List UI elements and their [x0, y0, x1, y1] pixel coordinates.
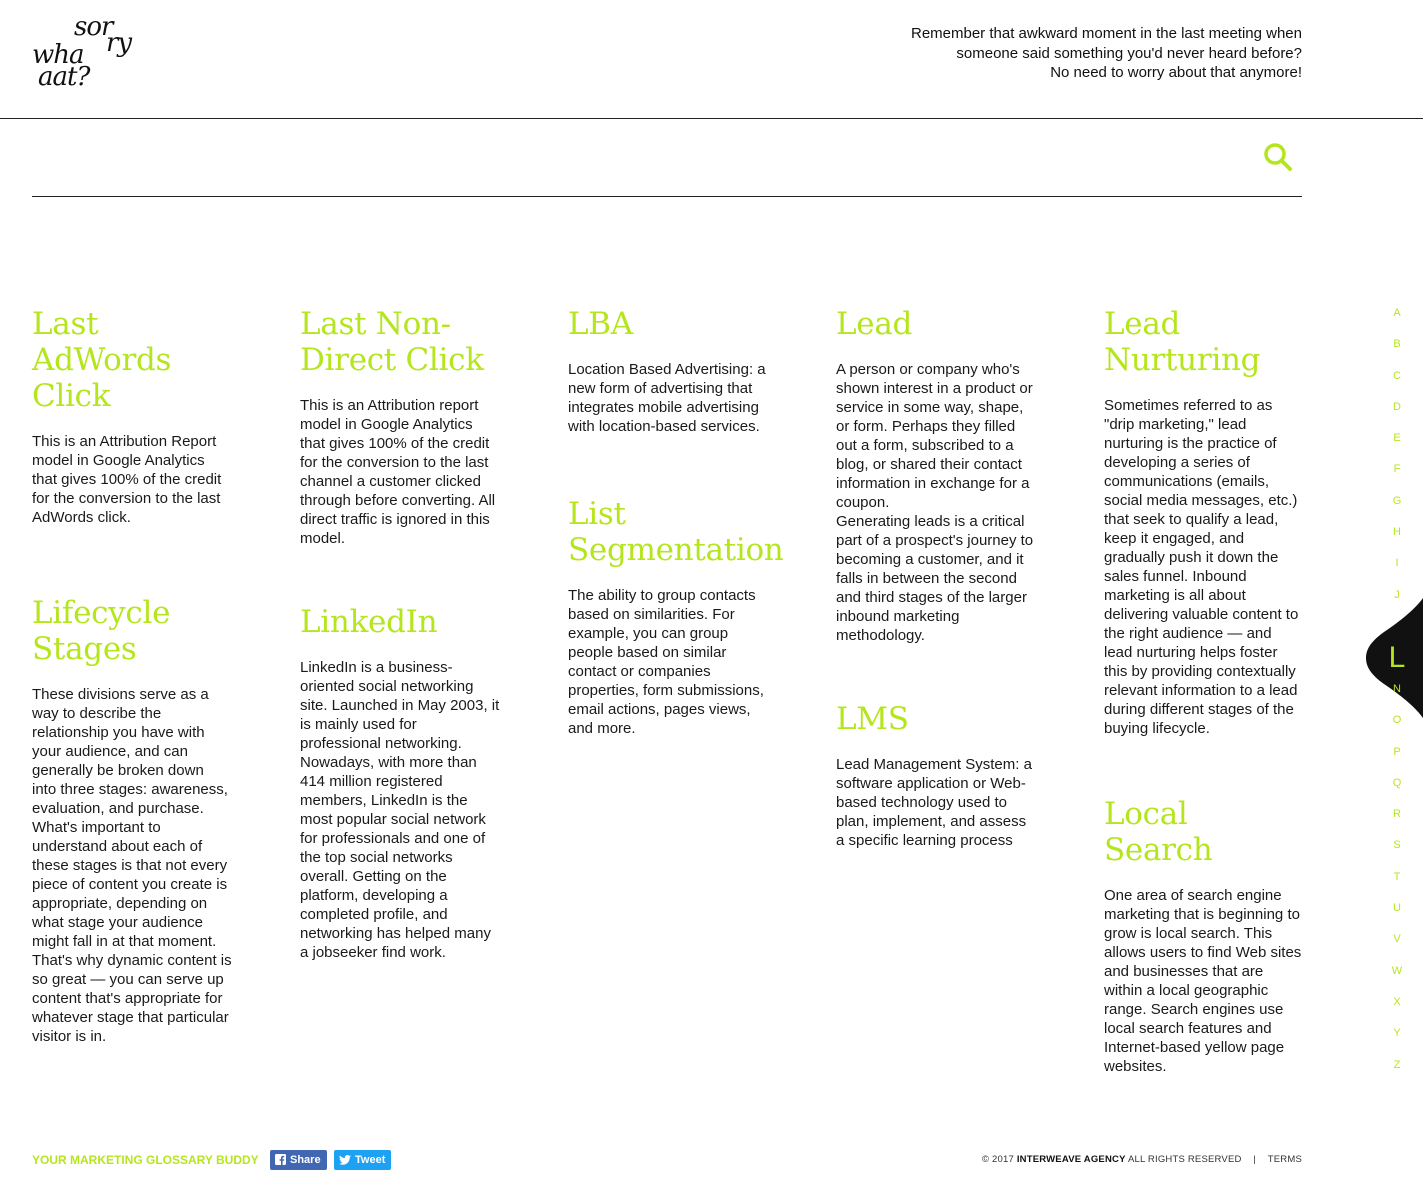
term-title: LinkedIn [300, 604, 438, 640]
term-definition: This is an Attribution Report model in Google Analytics that gives 100% of the credit for the conversion to the last AdWords click. [32, 433, 222, 526]
alpha-link[interactable]: G [1392, 494, 1402, 507]
logo-text-ry: ry [106, 28, 132, 58]
alpha-link[interactable]: Z [1393, 1058, 1401, 1071]
alpha-link[interactable]: B [1393, 338, 1401, 351]
term-definition: Sometimes referred to as "drip marketing," lead nurturing is the practice of developing a series of communications (emails, social media messages, etc.) that seek to qualify a lead, keep it engaged, and gradually push it down the sales funnel. Inbound marketing is all about delivering valuable content to the right audience — and lead nurturing helps foster this by providing contextually relevant information to a lead during different stages of the buying lifecycle. [1104, 397, 1299, 737]
twitter-bird-icon [339, 1155, 351, 1165]
glossary-term [836, 701, 1036, 850]
agency-link[interactable]: INTERWEAVE AGENCY [1016, 1154, 1126, 1165]
alpha-link[interactable]: U [1393, 902, 1401, 915]
logo-text-sor: sor [74, 12, 113, 42]
glossary-term [1104, 306, 1304, 738]
twitter-tweet-button[interactable] [334, 1150, 391, 1170]
glossary-column-3 [568, 306, 784, 778]
alpha-link[interactable]: S [1393, 839, 1401, 852]
glossary-term [568, 496, 784, 738]
term-title: Last Non-Direct Click [300, 306, 484, 378]
term-title: Lead [836, 306, 913, 342]
footer-legal [982, 1154, 1302, 1165]
term-definition: The ability to group contacts based on similarities. For example, you can group people based on similar contact or companies properties, form submissions, email actions, pages views, and more. [568, 587, 764, 737]
term-definition: Location Based Advertising: a new form of advertising that integrates mobile advertising with location-based services. [568, 361, 766, 435]
glossary-column-5 [1104, 306, 1304, 1116]
term-definition: LinkedIn is a business-oriented social networking site. Launched in May 2003, it is mainly used for professional networking. Nowadays, with more than 414 million registered members, LinkedIn is the most popular social network for professionals and one of the top social networks overall. Getting on the platform, developing a completed profile, and networking has helped many a jobseeker find work. [300, 659, 500, 961]
alphabet-nav [1385, 303, 1409, 1086]
term-definition: These divisions serve as a way to describe the relationship you have with your audience, and can generally be broken down into three stages: awareness, evaluation, and purchase. What's important to understand about each of these stages is that not every piece of content you create is appropriate, depending on what stage your audience might fall in at that moment. That's why dynamic content is so great — you can serve up content that's appropriate for whatever stage that particular visitor is in. [32, 686, 232, 1045]
alpha-link-active[interactable]: L [1388, 641, 1406, 674]
alpha-link[interactable]: H [1393, 526, 1401, 539]
search-bar [32, 126, 1302, 197]
glossary-term [1104, 796, 1304, 1076]
term-title: Lifecycle Stages [32, 595, 171, 667]
alpha-link[interactable]: Y [1393, 1027, 1401, 1040]
term-title: Local Search [1104, 796, 1213, 868]
terms-link[interactable]: TERMS [1267, 1154, 1302, 1165]
rights-text: ALL RIGHTS RESERVED [1127, 1154, 1242, 1165]
share-label: Share [290, 1154, 321, 1166]
glossary-term [300, 306, 500, 548]
term-definition: A person or company who's shown interest in a product or service in some way, shape, or form. Perhaps they filled out a form, subscribed to a blog, or shared their contact information in exchange for a coupon. Generating leads is a critical part of a prospect's journey to becoming a customer, and it falls in between the second and third stages of the larger inbound marketing methodology. [836, 361, 1034, 644]
alpha-link[interactable]: V [1393, 933, 1401, 946]
header-tagline [842, 24, 1302, 83]
glossary-column-1 [32, 306, 232, 1086]
facebook-icon [275, 1154, 286, 1165]
search-input[interactable] [32, 126, 1236, 188]
facebook-share-button[interactable] [270, 1150, 327, 1170]
alpha-link[interactable]: R [1393, 808, 1401, 821]
glossary-term [300, 604, 500, 962]
glossary-term [32, 306, 232, 527]
logo-text-aat: aat? [38, 62, 90, 92]
alpha-link[interactable]: A [1393, 307, 1401, 319]
alpha-link[interactable]: Q [1392, 776, 1402, 789]
alpha-link[interactable]: X [1393, 995, 1401, 1008]
search-icon[interactable] [1262, 141, 1294, 173]
term-definition: Lead Management System: a software application or Web-based technology used to plan, implement, and assess a specific learning process [836, 756, 1032, 849]
tagline-line: No need to worry about that anymore! [1050, 64, 1302, 81]
alpha-link[interactable]: C [1393, 369, 1401, 382]
glossary-column-4 [836, 306, 1036, 890]
alpha-link[interactable]: D [1393, 400, 1401, 413]
term-definition: This is an Attribution report model in Google Analytics that gives 100% of the credit for the conversion to the last channel a customer clicked through before converting. All direct traffic is ignored in this model. [300, 397, 496, 547]
term-title: Last AdWords Click [32, 306, 172, 414]
term-title: LBA [568, 306, 633, 342]
glossary-term [32, 595, 232, 1046]
alpha-link[interactable]: T [1393, 870, 1401, 883]
copyright-text: © 2017 [981, 1154, 1014, 1165]
alpha-link[interactable]: W [1391, 964, 1403, 977]
term-title: Lead Nurturing [1104, 306, 1261, 378]
tagline-line: someone said something you'd never heard before? [956, 44, 1302, 62]
glossary-term [568, 306, 768, 436]
footer-tagline: YOUR MARKETING GLOSSARY BUDDY [32, 1153, 259, 1167]
alpha-link[interactable]: J [1394, 588, 1400, 601]
term-definition: One area of search engine marketing that is beginning to grow is local search. This allows users to find Web sites and businesses that are within a local geographic range. Search engines use local search features and Internet-based yellow page websites. [1104, 887, 1302, 1075]
logo-text-wha: wha [32, 40, 84, 70]
alpha-link[interactable]: P [1393, 745, 1401, 758]
header-divider [0, 118, 1423, 119]
tweet-label: Tweet [355, 1154, 386, 1166]
alpha-link[interactable]: F [1393, 463, 1401, 476]
site-logo[interactable] [30, 12, 140, 92]
alpha-link[interactable]: O [1392, 714, 1402, 727]
glossary-column-2 [300, 306, 500, 1002]
footer-separator: | [1253, 1154, 1257, 1165]
alpha-link[interactable]: I [1395, 557, 1399, 570]
term-title: LMS [836, 701, 909, 737]
glossary-term [836, 306, 1036, 645]
tagline-line: Remember that awkward moment in the last meeting when [910, 25, 1302, 42]
term-title: List Segmentation [568, 496, 784, 568]
alpha-link[interactable]: E [1393, 432, 1401, 445]
alpha-link[interactable]: N [1393, 682, 1401, 695]
